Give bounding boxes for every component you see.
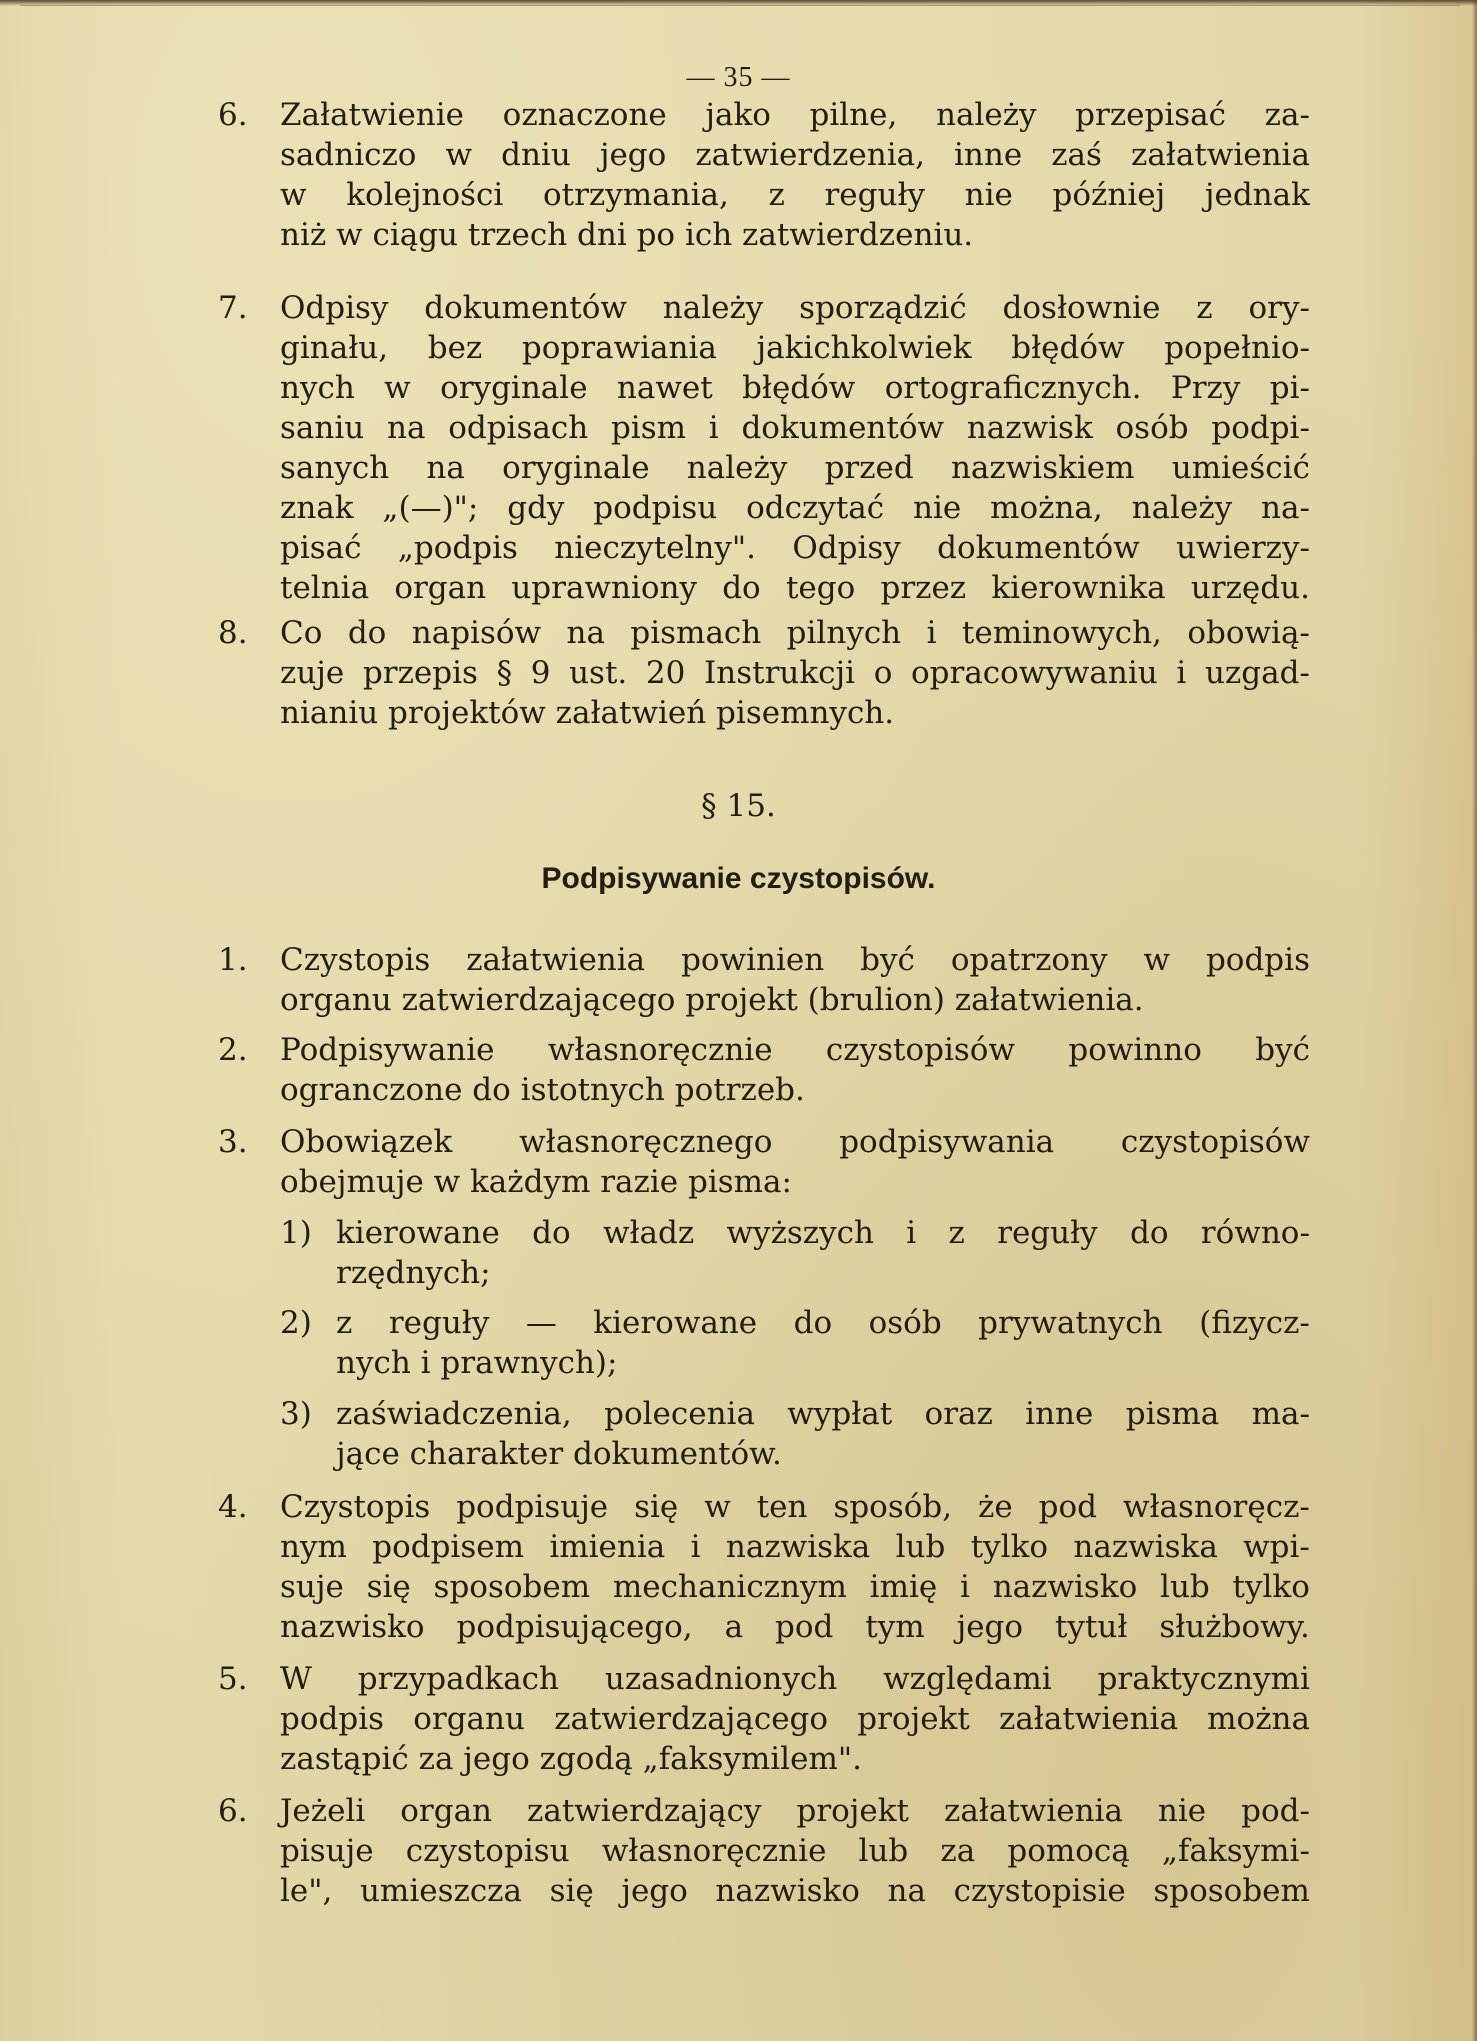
word: na- (1261, 490, 1310, 526)
word: projekt (857, 1701, 970, 1737)
word: podpisuje (456, 1489, 609, 1525)
word: nym (280, 1529, 347, 1565)
word: praktycznymi (1097, 1661, 1310, 1697)
text-line: organu zatwierdzającego projekt (brulion) załatwienia. (280, 982, 1144, 1018)
word: wypłat (787, 1396, 893, 1432)
text-line (280, 1659, 1310, 1699)
word: czystopisów (825, 1032, 1016, 1068)
word: pilne, (809, 97, 898, 133)
word: odczytać (746, 490, 885, 526)
word: nazwisko (992, 1569, 1138, 1605)
word: saniu (280, 410, 365, 446)
word: do (793, 1305, 833, 1341)
word: „(—)"; (382, 490, 479, 526)
text-line (280, 1567, 1310, 1607)
word: kierowane (593, 1305, 758, 1341)
word: zatwierdzającego (554, 1701, 829, 1737)
word: teminowych, (961, 615, 1162, 651)
word: za (940, 1833, 976, 1869)
word: organu (413, 1701, 525, 1737)
text-line: zastąpić za jego zgodą „faksymilem". (280, 1741, 862, 1777)
word: nawet (616, 370, 713, 406)
word: urzędu. (1190, 570, 1310, 606)
word: poprawiania (521, 330, 717, 366)
text-line (280, 1699, 1310, 1739)
item-number: 2. (218, 1032, 248, 1068)
text-line (280, 653, 1310, 693)
word: kierownika (991, 570, 1166, 606)
sub-item-number: 3) (280, 1396, 312, 1432)
word: mechanicznym (612, 1569, 847, 1605)
word: i (690, 1529, 701, 1565)
word: pod- (1241, 1793, 1310, 1829)
text-line (280, 448, 1310, 488)
word: dokumentów (741, 410, 945, 446)
word: pismach (630, 615, 762, 651)
item-number: 8. (218, 615, 248, 651)
word: czystopisu (405, 1833, 570, 1869)
word: jako (705, 97, 771, 133)
word: jego (956, 1609, 1024, 1645)
text-line: nych i prawnych); (336, 1345, 618, 1381)
page-top-rule (20, 5, 1460, 6)
word: uprawniony (511, 570, 697, 606)
word: 9 (530, 655, 551, 691)
word: imienia (549, 1529, 666, 1565)
word: znak (280, 490, 354, 526)
word: pomocą (1007, 1833, 1130, 1869)
word: nazwisko (715, 1873, 860, 1909)
word: Co (280, 615, 323, 651)
section-number: § 15. (701, 788, 776, 824)
word: być (1255, 1032, 1310, 1068)
word: sanych (280, 450, 390, 486)
word: przypadkach (357, 1661, 560, 1697)
word: błędów (742, 370, 856, 406)
word: pisać (280, 530, 362, 566)
word: nazwiska (725, 1529, 871, 1565)
word: wyższych (726, 1215, 874, 1251)
item-number: 4. (218, 1489, 248, 1525)
word: sposobem (1153, 1873, 1310, 1909)
word: prywatnych (978, 1305, 1163, 1341)
word: zatwierdzenia, (695, 137, 925, 173)
word: Jeżeli (280, 1793, 366, 1829)
page-right-edge (1472, 0, 1477, 2041)
word: tytuł (1054, 1609, 1128, 1645)
word: nazwiskiem (950, 450, 1135, 486)
item-number: 3. (218, 1124, 248, 1160)
word: § (496, 655, 513, 691)
word: umieścić (1171, 450, 1310, 486)
word: oznaczone (502, 97, 667, 133)
word: pisuje (280, 1833, 374, 1869)
text-line (280, 1122, 1310, 1162)
word: załatwienia (466, 942, 646, 978)
word: sadniczo (280, 137, 417, 173)
word: o (873, 655, 893, 691)
text-line (280, 568, 1310, 608)
text-line (280, 1527, 1310, 1567)
word: powinno (1068, 1032, 1202, 1068)
word: reguły (388, 1305, 490, 1341)
text-line: ogranczone do istotnych potrzeb. (280, 1072, 805, 1108)
text-line (280, 1487, 1310, 1527)
word: podpi- (1211, 410, 1310, 446)
word: tego (785, 570, 856, 606)
word: do (347, 615, 387, 651)
word: i (906, 1215, 917, 1251)
sub-item-number: 1) (280, 1215, 312, 1251)
text-line (280, 1831, 1310, 1871)
word: jego (599, 137, 667, 173)
word: bez (427, 330, 483, 366)
word: za- (1264, 97, 1310, 133)
text-line (280, 1871, 1310, 1911)
word: uzgad- (1204, 655, 1310, 691)
word: się (549, 1873, 594, 1909)
word: należy (686, 450, 788, 486)
word: sposób, (833, 1489, 953, 1525)
text-line: niż w ciągu trzech dni po ich zatwierdzeniu. (280, 217, 974, 253)
sub-item-number: 2) (280, 1305, 312, 1341)
word: imię (869, 1569, 938, 1605)
word: osób (868, 1305, 942, 1341)
word: służbowy. (1159, 1609, 1310, 1645)
word: podpisującego, (456, 1609, 693, 1645)
word: w (445, 137, 473, 173)
text-line (336, 1213, 1310, 1253)
word: ory- (1248, 290, 1310, 326)
word: Instrukcji (704, 655, 856, 691)
word: reguły (997, 1215, 1098, 1251)
word: opracowywaniu (911, 655, 1158, 691)
word: w (280, 177, 307, 213)
word: Czystopis (280, 1489, 431, 1525)
word: na (566, 615, 605, 651)
word: dosłownie (1002, 290, 1161, 326)
word: „podpis (397, 530, 518, 566)
word: dokumentów (424, 290, 627, 326)
text-line (280, 1030, 1310, 1070)
text-line (280, 1607, 1310, 1647)
word: reguły (824, 177, 926, 213)
text-line (280, 528, 1310, 568)
word: do (532, 1215, 571, 1251)
word: Podpisywanie (280, 1032, 495, 1068)
word: osób (1115, 410, 1189, 446)
word: własnoręcznie (547, 1032, 773, 1068)
text-line (280, 940, 1310, 980)
word: z (768, 177, 785, 213)
word: jakichkolwiek (756, 330, 972, 366)
text-line (280, 368, 1310, 408)
word: nieczytelny". (554, 530, 757, 566)
word: równo- (1200, 1215, 1310, 1251)
word: z (336, 1305, 353, 1341)
word: pism (610, 410, 687, 446)
word: w (1143, 942, 1171, 978)
word: oryginale (440, 370, 588, 406)
word: nie (964, 177, 1013, 213)
word: na (887, 1873, 926, 1909)
word: załatwienia (943, 1793, 1123, 1829)
word: ortograficznych. (884, 370, 1142, 406)
word: nazwisko (280, 1609, 425, 1645)
word: z (948, 1215, 965, 1251)
word: wpi- (1243, 1529, 1310, 1565)
word: dniu (501, 137, 571, 173)
word: Odpisy (280, 290, 389, 326)
text-line (280, 288, 1310, 328)
word: na (426, 450, 465, 486)
text-line (280, 328, 1310, 368)
word: ginału, (280, 330, 389, 366)
word: nie (912, 490, 962, 526)
word: przepisać (1075, 97, 1227, 133)
word: i (708, 410, 719, 446)
word: (fizycz- (1199, 1305, 1310, 1341)
word: tylko (970, 1529, 1049, 1565)
item-number: 6. (218, 1793, 248, 1829)
word: napisów (411, 615, 542, 651)
word: zuje (280, 655, 345, 691)
word: załatwienia (1130, 137, 1310, 173)
word: własnoręcz- (1122, 1489, 1310, 1525)
word: Obowiązek (280, 1124, 453, 1160)
word: „faksymi- (1161, 1833, 1310, 1869)
word: odpisach (448, 410, 589, 446)
word: nazwiska (1073, 1529, 1218, 1565)
word: załatwienia (998, 1701, 1178, 1737)
word: przepis (362, 655, 478, 691)
word: oraz (924, 1396, 993, 1432)
word: uwierzy- (1176, 530, 1310, 566)
word: błędów (1011, 330, 1125, 366)
word: podpis (1205, 942, 1310, 978)
word: zatwierdzający (527, 1793, 762, 1829)
word: można (1207, 1701, 1310, 1737)
word: 20 (645, 655, 686, 691)
word: kierowane (336, 1215, 500, 1251)
word: W (280, 1661, 312, 1697)
word: zaświadczenia, (336, 1396, 572, 1432)
word: kolejności (346, 177, 504, 213)
text-line (280, 1791, 1310, 1831)
item-number: 5. (218, 1661, 248, 1697)
word: w (704, 1489, 731, 1525)
word: być (860, 942, 915, 978)
word: le", (280, 1873, 333, 1909)
word: suje (280, 1569, 344, 1605)
word: z (1196, 290, 1213, 326)
text-line (336, 1394, 1310, 1434)
word: Czystopis (280, 942, 431, 978)
word: własnoręcznie (601, 1833, 827, 1869)
word: czystopisów (1120, 1124, 1310, 1160)
word: pilnych (786, 615, 902, 651)
word: podpis (280, 1701, 385, 1737)
word: sporządzić (799, 290, 967, 326)
word: że (978, 1489, 1013, 1525)
word: się (634, 1489, 679, 1525)
word: popełnio- (1164, 330, 1310, 366)
text-line (280, 488, 1310, 528)
word: obowią- (1187, 615, 1310, 651)
word: później (1052, 177, 1166, 213)
text-line: obejmuje w każdym razie pisma: (280, 1164, 792, 1200)
text-line: rzędnych; (336, 1255, 491, 1291)
word: inne (1025, 1396, 1094, 1432)
text-line (280, 135, 1310, 175)
word: przez (880, 570, 967, 606)
text-line (280, 175, 1310, 215)
text-line: jące charakter dokumentów. (336, 1436, 782, 1472)
word: tym (865, 1609, 925, 1645)
word: uzasadnionych (604, 1661, 838, 1697)
word: organ (400, 1793, 493, 1829)
word: podpisem (372, 1529, 524, 1565)
word: a (724, 1609, 744, 1645)
item-number: 1. (218, 942, 248, 978)
word: do (1129, 1215, 1169, 1251)
text-line (336, 1303, 1310, 1343)
word: przed (824, 450, 914, 486)
word: powinien (681, 942, 825, 978)
word: otrzymania, (542, 177, 729, 213)
word: można, (990, 490, 1103, 526)
word: Załatwienie (280, 97, 465, 133)
word: nie (1157, 1793, 1207, 1829)
word: władz (602, 1215, 695, 1251)
word: czystopisie (953, 1873, 1126, 1909)
word: względami (883, 1661, 1052, 1697)
word: jego (621, 1873, 688, 1909)
word: — (525, 1305, 557, 1341)
word: i (960, 1569, 970, 1605)
word: ten (756, 1489, 808, 1525)
item-number: 7. (218, 290, 248, 326)
word: polecenia (604, 1396, 755, 1432)
word: nych (280, 370, 355, 406)
word: należy (936, 97, 1037, 133)
word: gdy (507, 490, 565, 526)
word: jednak (1204, 177, 1310, 213)
text-line (280, 95, 1310, 135)
word: pi- (1269, 370, 1310, 406)
word: się (366, 1569, 411, 1605)
word: oryginale (502, 450, 650, 486)
item-number: 6. (218, 97, 248, 133)
text-line: nianiu projektów załatwień pisemnych. (280, 695, 895, 731)
word: opatrzony (950, 942, 1108, 978)
section-title: Podpisywanie czystopisów. (541, 862, 936, 895)
word: należy (662, 290, 764, 326)
word: lub (1160, 1569, 1210, 1605)
word: ma- (1251, 1396, 1310, 1432)
word: do (722, 570, 761, 606)
word: i (1176, 655, 1187, 691)
word: zaś (1051, 137, 1102, 173)
word: podpisywania (839, 1124, 1055, 1160)
text-line (280, 613, 1310, 653)
word: należy (1131, 490, 1233, 526)
word: pod (775, 1609, 834, 1645)
page-number: — 35 — (686, 62, 791, 93)
word: własnoręcznego (519, 1124, 773, 1160)
word: nazwisk (966, 410, 1093, 446)
word: lub (858, 1833, 909, 1869)
word: ust. (569, 655, 628, 691)
text-line (280, 408, 1310, 448)
word: sposobem (433, 1569, 591, 1605)
word: lub (895, 1529, 946, 1565)
word: pod (1038, 1489, 1098, 1525)
word: umieszcza (359, 1873, 522, 1909)
word: pisma (1125, 1396, 1220, 1432)
word: organ (394, 570, 487, 606)
word: w (384, 370, 411, 406)
word: tylko (1232, 1569, 1310, 1605)
word: Odpisy (792, 530, 901, 566)
word: na (387, 410, 426, 446)
word: i (926, 615, 937, 651)
word: telnia (280, 570, 370, 606)
word: inne (953, 137, 1023, 173)
word: projekt (796, 1793, 910, 1829)
word: podpisu (593, 490, 718, 526)
word: Przy (1170, 370, 1241, 406)
word: dokumentów (937, 530, 1140, 566)
